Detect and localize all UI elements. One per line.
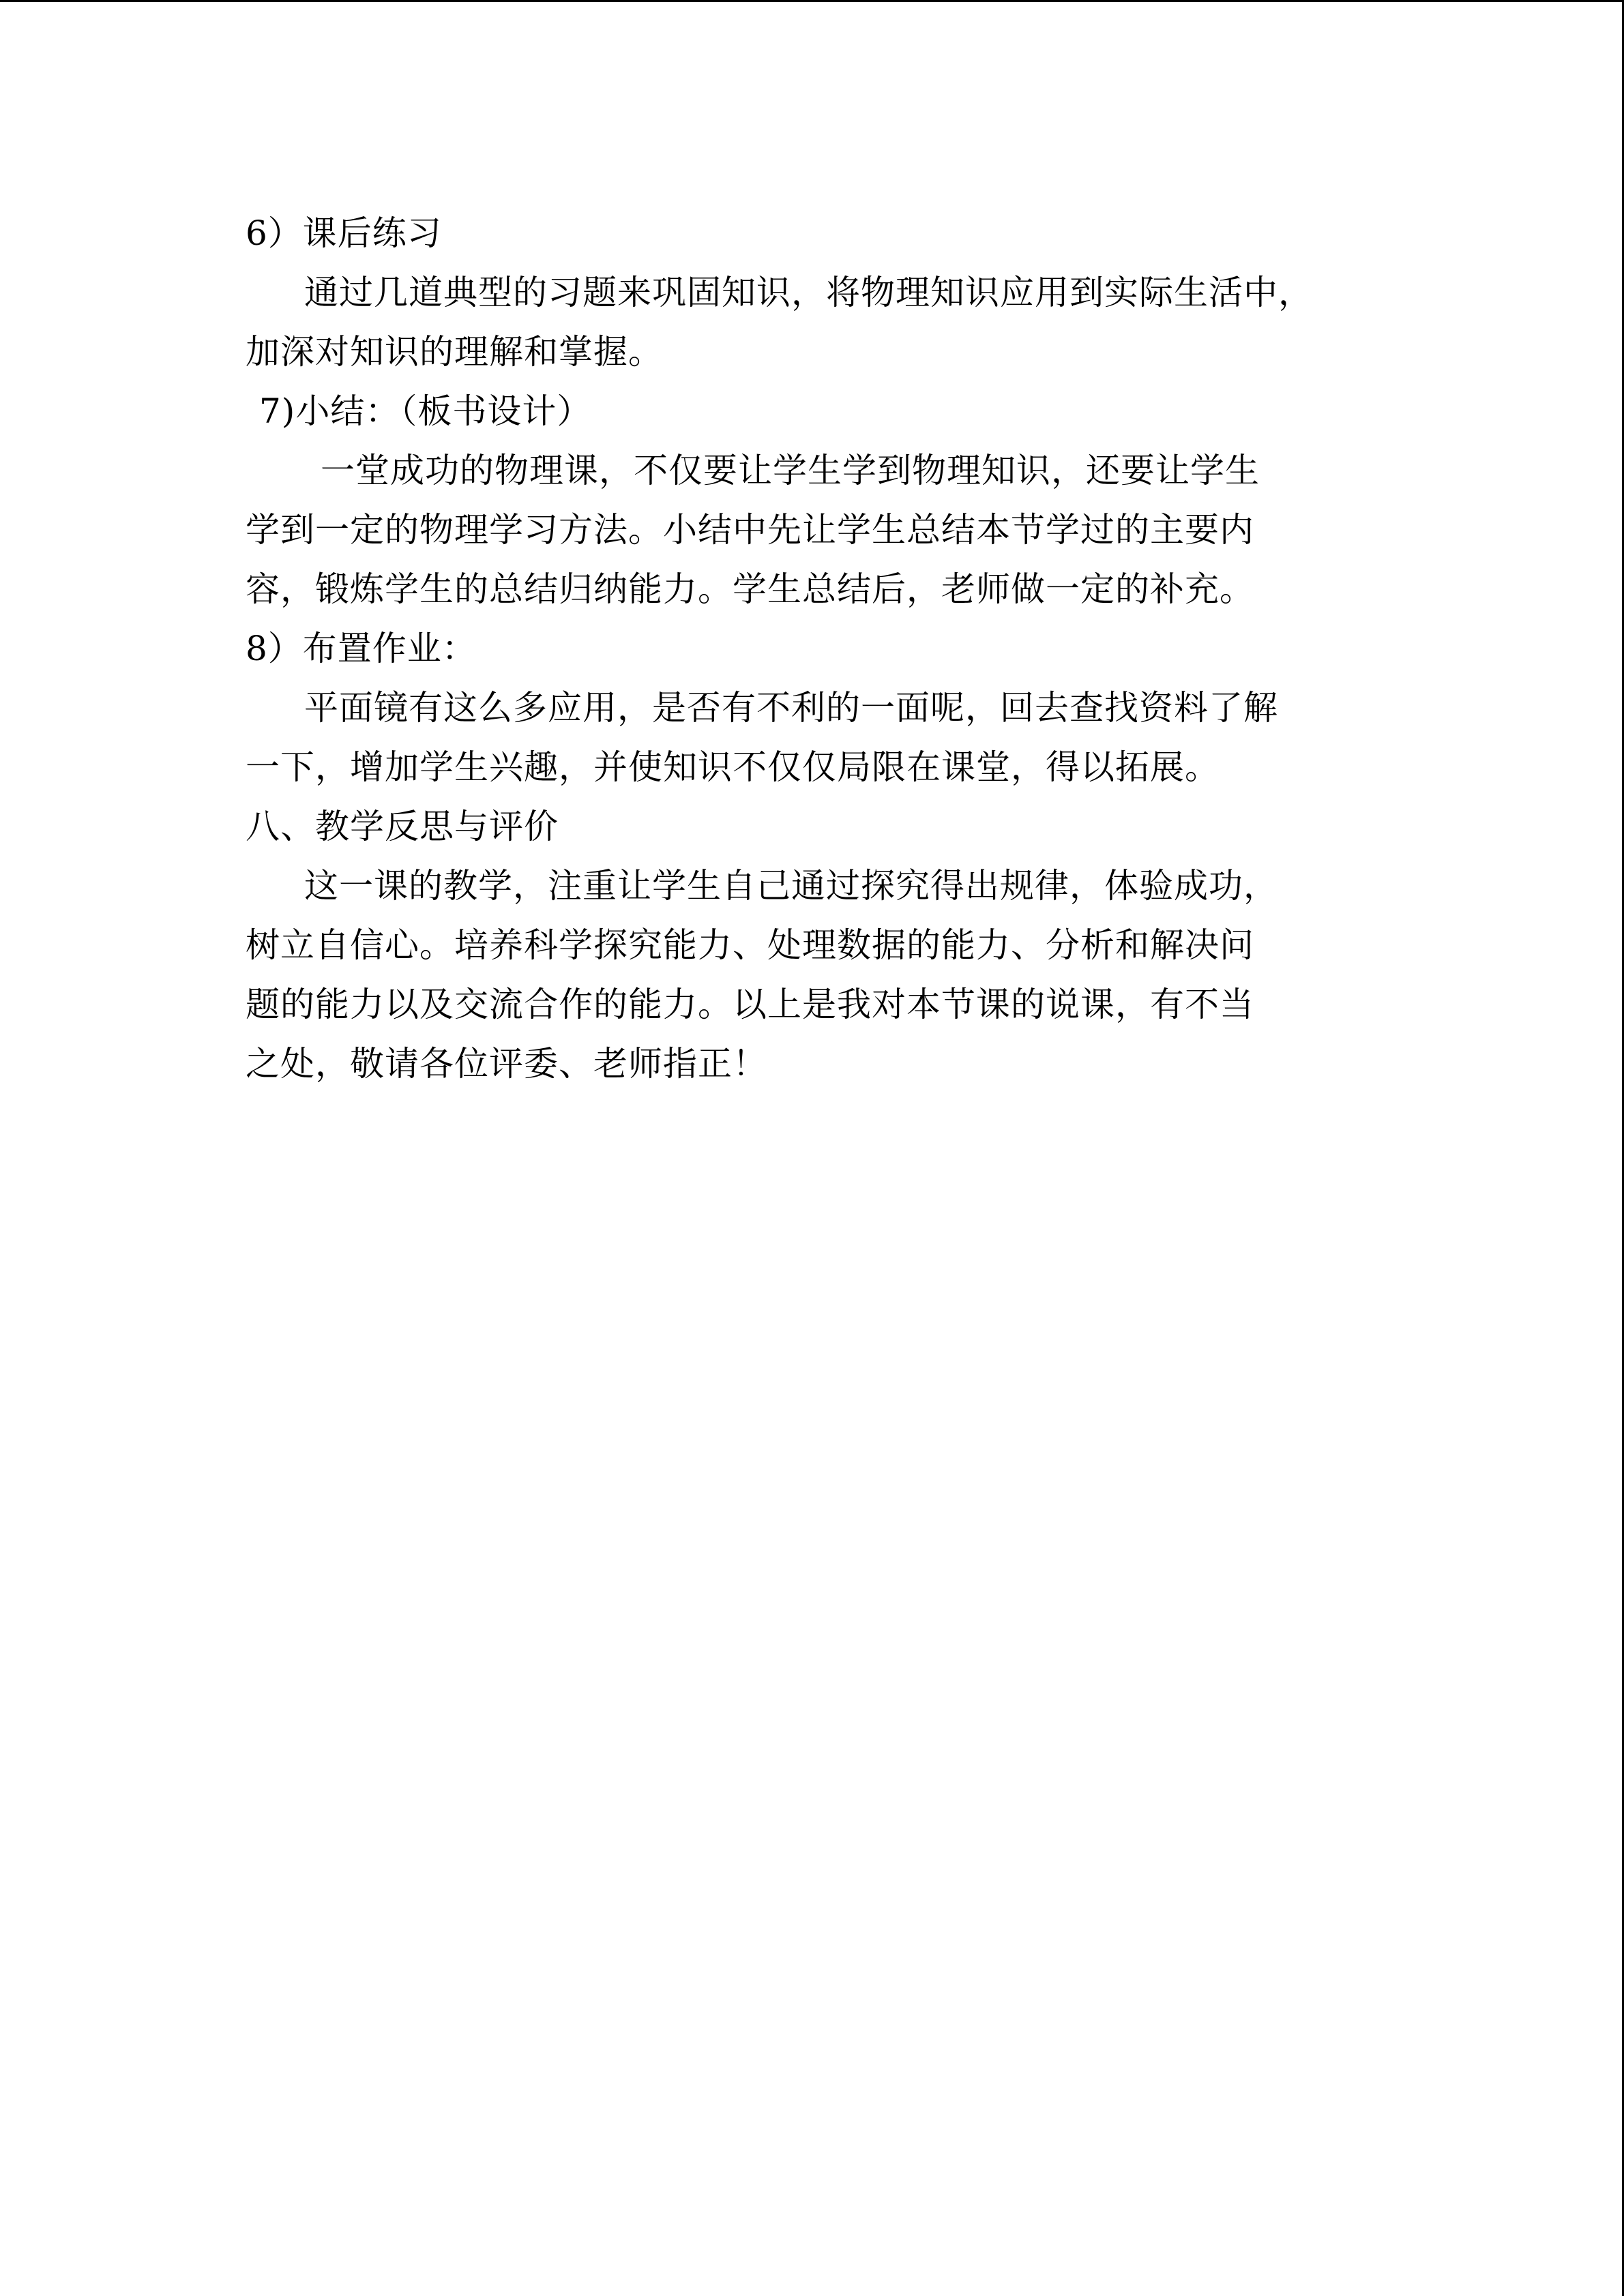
paragraph-line: 题的能力以及交流合作的能力。以上是我对本节课的说课，有不当 — [246, 985, 1254, 1024]
paragraph-line: 树立自信心。培养科学探究能力、处理数据的能力、分析和解决问 — [246, 925, 1254, 965]
paragraph-line: 一下，增加学生兴趣，并使知识不仅仅局限在课堂，得以拓展。 — [246, 747, 1220, 787]
paragraph-line: 平面镜有这么多应用，是否有不利的一面呢，回去查找资料了解 — [304, 688, 1278, 728]
paragraph-line: 容，锻炼学生的总结归纳能力。学生总结后，老师做一定的补充。 — [246, 569, 1254, 609]
paragraph-line: 通过几道典型的习题来巩固知识，将物理知识应用到实际生活中， — [304, 273, 1313, 312]
heading-homework: 8）布置作业： — [246, 629, 477, 668]
paragraph-line: 一堂成功的物理课，不仅要让学生学到物理知识，还要让学生 — [321, 451, 1260, 490]
paragraph-line: 之处，敬请各位评委、老师指正！ — [246, 1044, 767, 1084]
document-body — [246, 204, 1391, 1094]
heading-summary: 7)小结：（板书设计） — [259, 391, 592, 431]
heading-after-class-exercise: 6）课后练习 — [246, 213, 442, 253]
paragraph-line: 这一课的教学，注重让学生自己通过探究得出规律，体验成功， — [304, 866, 1278, 906]
paragraph-line: 加深对知识的理解和掌握。 — [246, 332, 663, 372]
heading-reflection: 八、教学反思与评价 — [246, 807, 559, 846]
paragraph-line: 学到一定的物理学习方法。小结中先让学生总结本节学过的主要内 — [246, 510, 1254, 550]
